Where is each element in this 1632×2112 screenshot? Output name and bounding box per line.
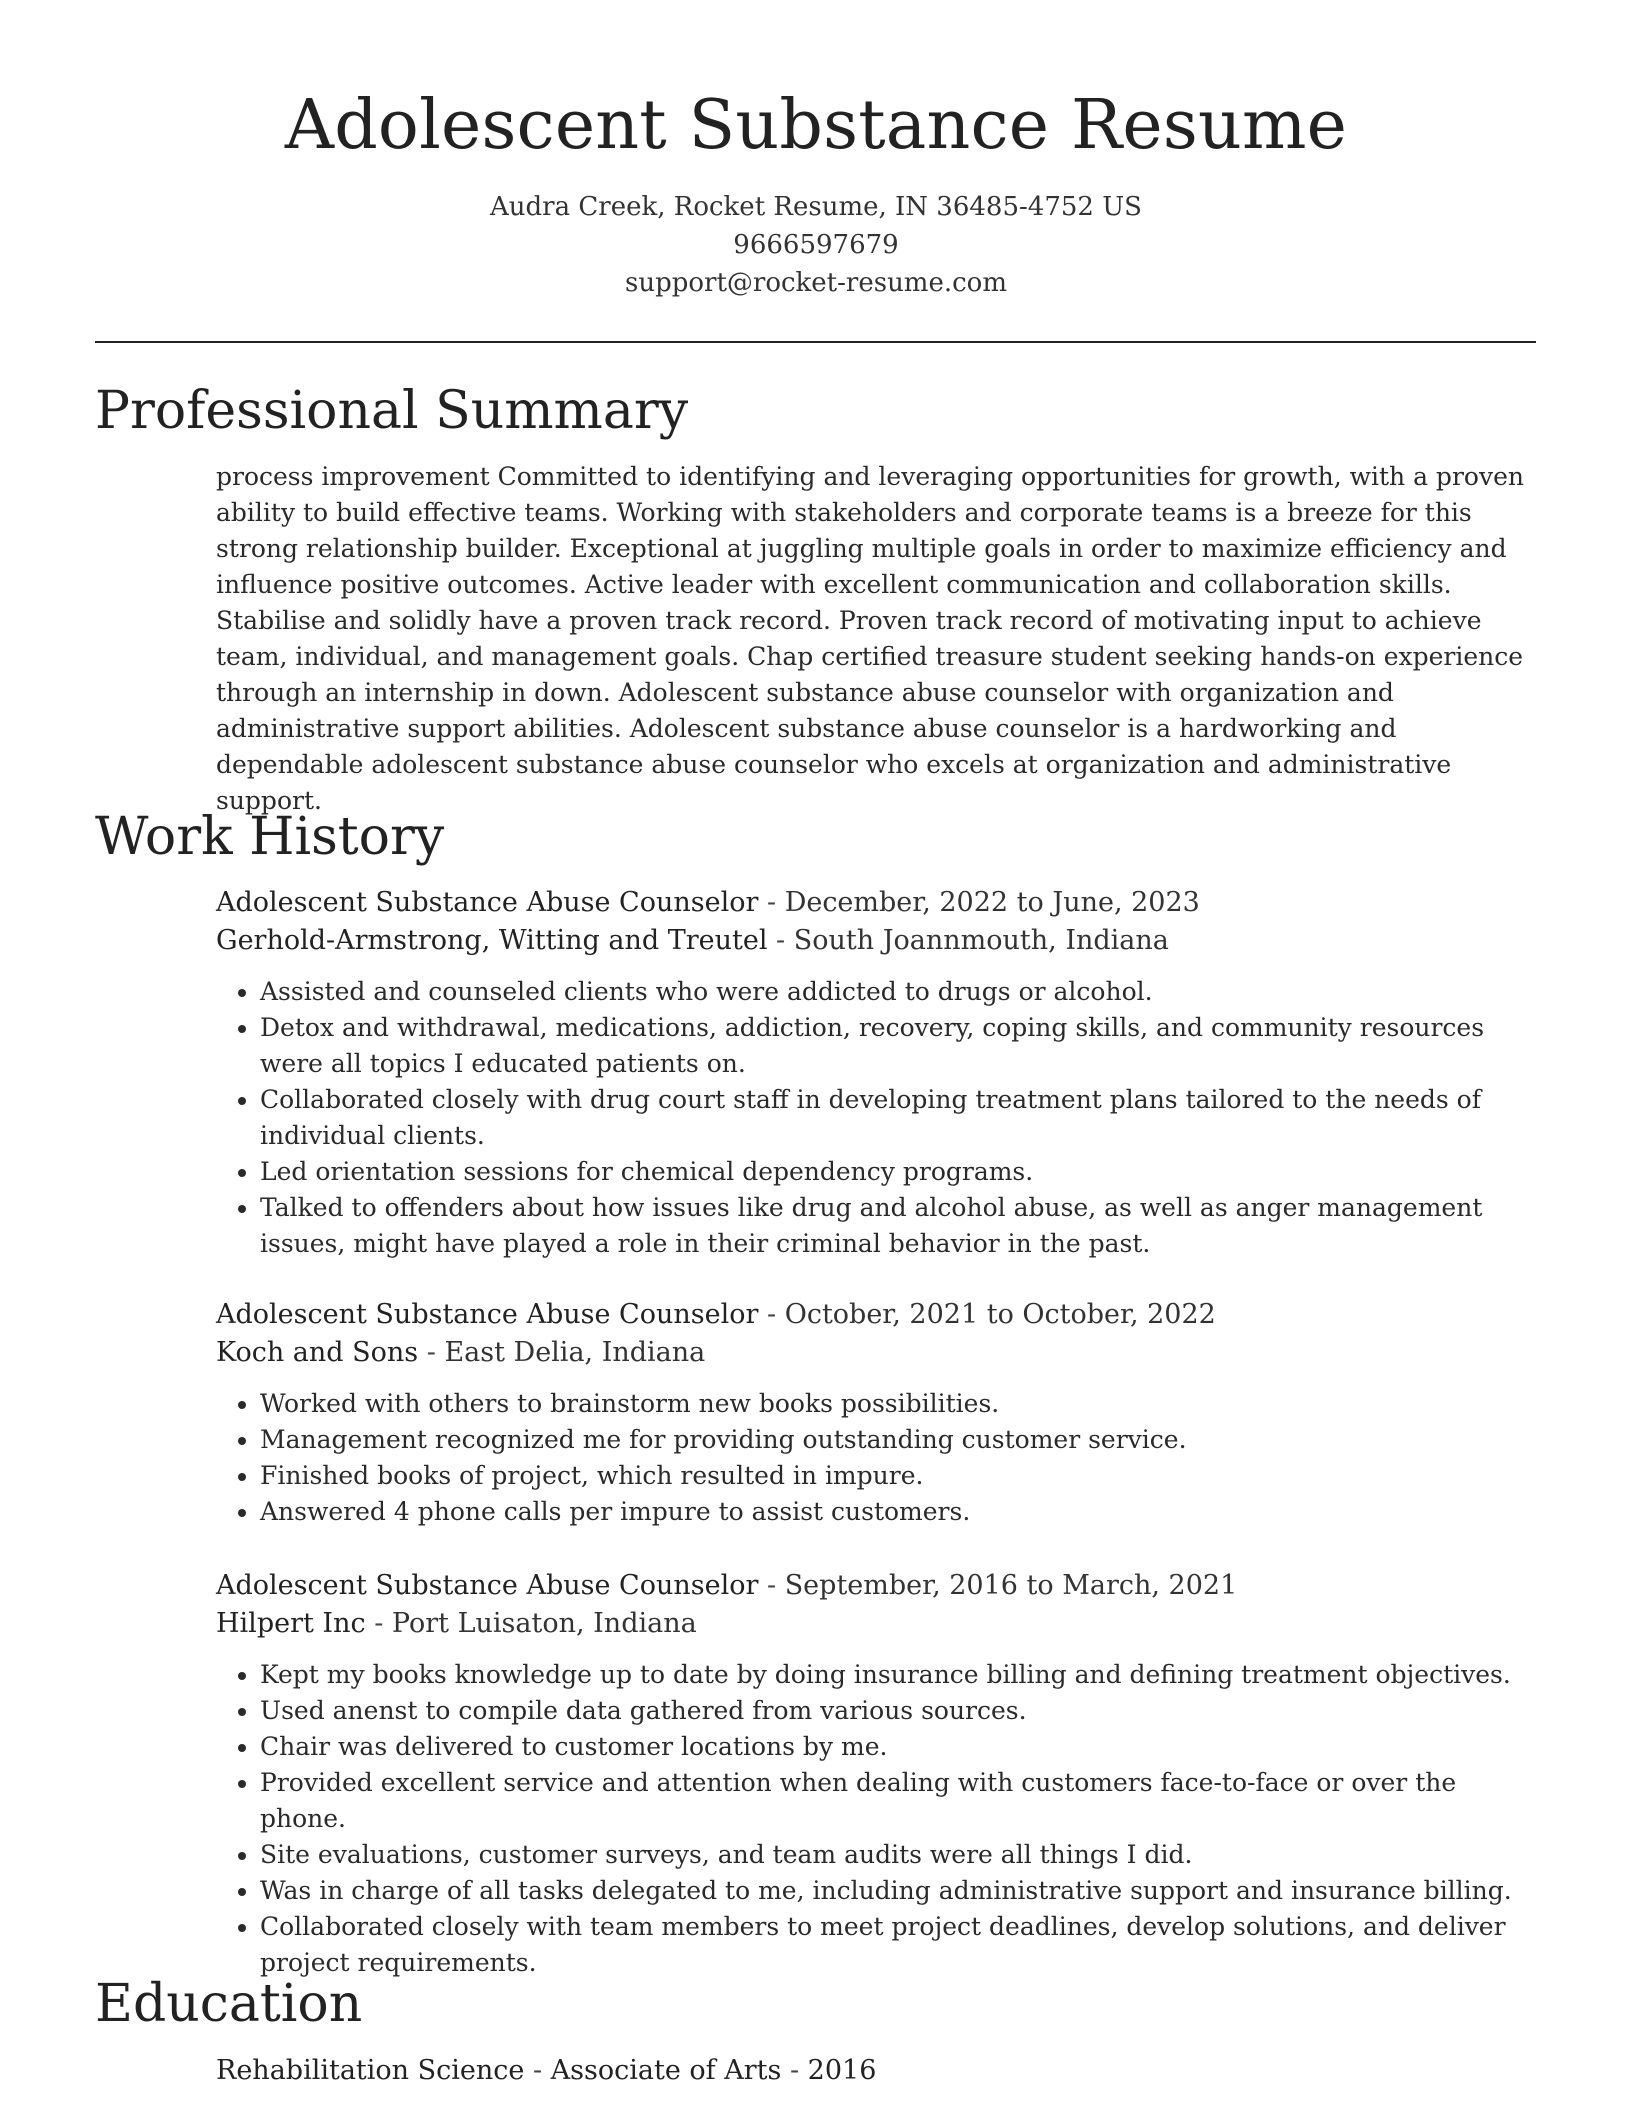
job-bullet: • Finished books of project, which resulted in impure. [260, 1458, 1540, 1494]
job-bullet: • Collaborated closely with team members to meet project deadlines, develop solutions, and deliver project requirements. [260, 1909, 1540, 1981]
job-entry [216, 884, 1540, 1262]
job-bullet: • Management recognized me for providing outstanding customer service. [260, 1422, 1540, 1458]
job-bullet: • Chair was delivered to customer locations by me. [260, 1729, 1540, 1765]
job-bullet: • Was in charge of all tasks delegated to me, including administrative support and insurance billing. [260, 1873, 1540, 1909]
job-dates: October, 2021 to October, 2022 [784, 1299, 1216, 1330]
job-bullet: • Collaborated closely with drug court staff in developing treatment plans tailored to the needs of individual clients. [260, 1082, 1540, 1154]
job-bullet-list [216, 1657, 1540, 1981]
education-field: Rehabilitation Science [216, 2055, 525, 2086]
job-bullet: • Assisted and counseled clients who were addicted to drugs or alcohol. [260, 974, 1540, 1010]
job-bullet-list [216, 1386, 1540, 1530]
job-separator: - [758, 1299, 785, 1330]
job-bullet: • Led orientation sessions for chemical dependency programs. [260, 1154, 1540, 1190]
job-location: South Joannmouth, Indiana [793, 925, 1169, 956]
contact-phone: 9666597679 [733, 230, 899, 260]
job-title-line [216, 1296, 1540, 1334]
education-year: 2016 [807, 2055, 877, 2086]
contact-email: support@rocket-resume.com [624, 268, 1007, 298]
education-separator: - [781, 2055, 808, 2086]
job-entry [216, 1296, 1540, 1530]
job-entry [216, 1567, 1540, 1981]
job-company: Gerhold-Armstrong, Witting and Treutel [216, 925, 768, 956]
job-bullet: • Answered 4 phone calls per impure to assist customers. [260, 1494, 1540, 1530]
job-title-line [216, 884, 1540, 922]
education-separator: - [524, 2055, 551, 2086]
job-title-line [216, 1567, 1540, 1605]
job-location: Port Luisaton, Indiana [391, 1608, 697, 1639]
resume-header [0, 86, 1632, 302]
job-company: Koch and Sons [216, 1337, 419, 1368]
job-bullet: • Worked with others to brainstorm new books possibilities. [260, 1386, 1540, 1422]
job-bullet: • Provided excellent service and attention when dealing with customers face-to-face or over the phone. [260, 1765, 1540, 1837]
job-company-line [216, 1605, 1540, 1643]
job-bullet: • Site evaluations, customer surveys, and team audits were all things I did. [260, 1837, 1540, 1873]
job-dates: September, 2016 to March, 2021 [784, 1570, 1238, 1601]
job-separator: - [758, 1570, 785, 1601]
job-separator: - [365, 1608, 392, 1639]
job-separator: - [767, 925, 794, 956]
summary-section [216, 459, 1540, 819]
work-history-heading: Work History [95, 807, 445, 867]
summary-text: process improvement Committed to identifying and leveraging opportunities for growth, with a proven ability to build effective teams. Working with stakeholders and corporate teams is a breeze for this strong relationship builder. Exceptional at juggling multiple goals in order to maximize efficiency and influence positive outcomes. Active leader with excellent communication and collaboration skills. Stabilise and solidly have a proven track record. Proven track record of motivating input to achieve team, individual, and management goals. Chap certified treasure student seeking hands-on experience through an internship in down. Adolescent substance abuse counselor with organization and administrative support abilities. Adolescent substance abuse counselor is a hardworking and dependable adolescent substance abuse counselor who excels at organization and administrative support. [216, 462, 1524, 815]
job-separator: - [758, 887, 785, 918]
contact-address: Audra Creek, Rocket Resume, IN 36485-4752 US [490, 192, 1142, 222]
job-title: Adolescent Substance Abuse Counselor [216, 887, 759, 918]
education-line [216, 2052, 1540, 2090]
job-bullet: • Talked to offenders about how issues like drug and alcohol abuse, as well as anger management issues, might have played a role in their criminal behavior in the past. [260, 1190, 1540, 1262]
job-company: Hilpert Inc [216, 1608, 366, 1639]
education-degree: Associate of Arts [550, 2055, 782, 2086]
job-bullet-list [216, 974, 1540, 1262]
job-title: Adolescent Substance Abuse Counselor [216, 1299, 759, 1330]
resume-title: Adolescent Substance Resume [284, 86, 1348, 165]
job-bullet: • Detox and withdrawal, medications, addiction, recovery, coping skills, and community resources were all topics I educated patients on. [260, 1010, 1540, 1082]
job-company-line [216, 922, 1540, 960]
job-bullet: • Kept my books knowledge up to date by doing insurance billing and defining treatment objectives. [260, 1657, 1540, 1693]
job-company-line [216, 1334, 1540, 1372]
job-separator: - [418, 1337, 445, 1368]
education-heading: Education [95, 1974, 363, 2034]
job-dates: December, 2022 to June, 2023 [784, 887, 1200, 918]
job-title: Adolescent Substance Abuse Counselor [216, 1570, 759, 1601]
job-bullet: • Used anenst to compile data gathered from various sources. [260, 1693, 1540, 1729]
education-entry [216, 2052, 1540, 2090]
header-divider [95, 341, 1536, 343]
summary-heading: Professional Summary [95, 381, 689, 441]
contact-block [0, 188, 1632, 302]
job-location: East Delia, Indiana [444, 1337, 706, 1368]
